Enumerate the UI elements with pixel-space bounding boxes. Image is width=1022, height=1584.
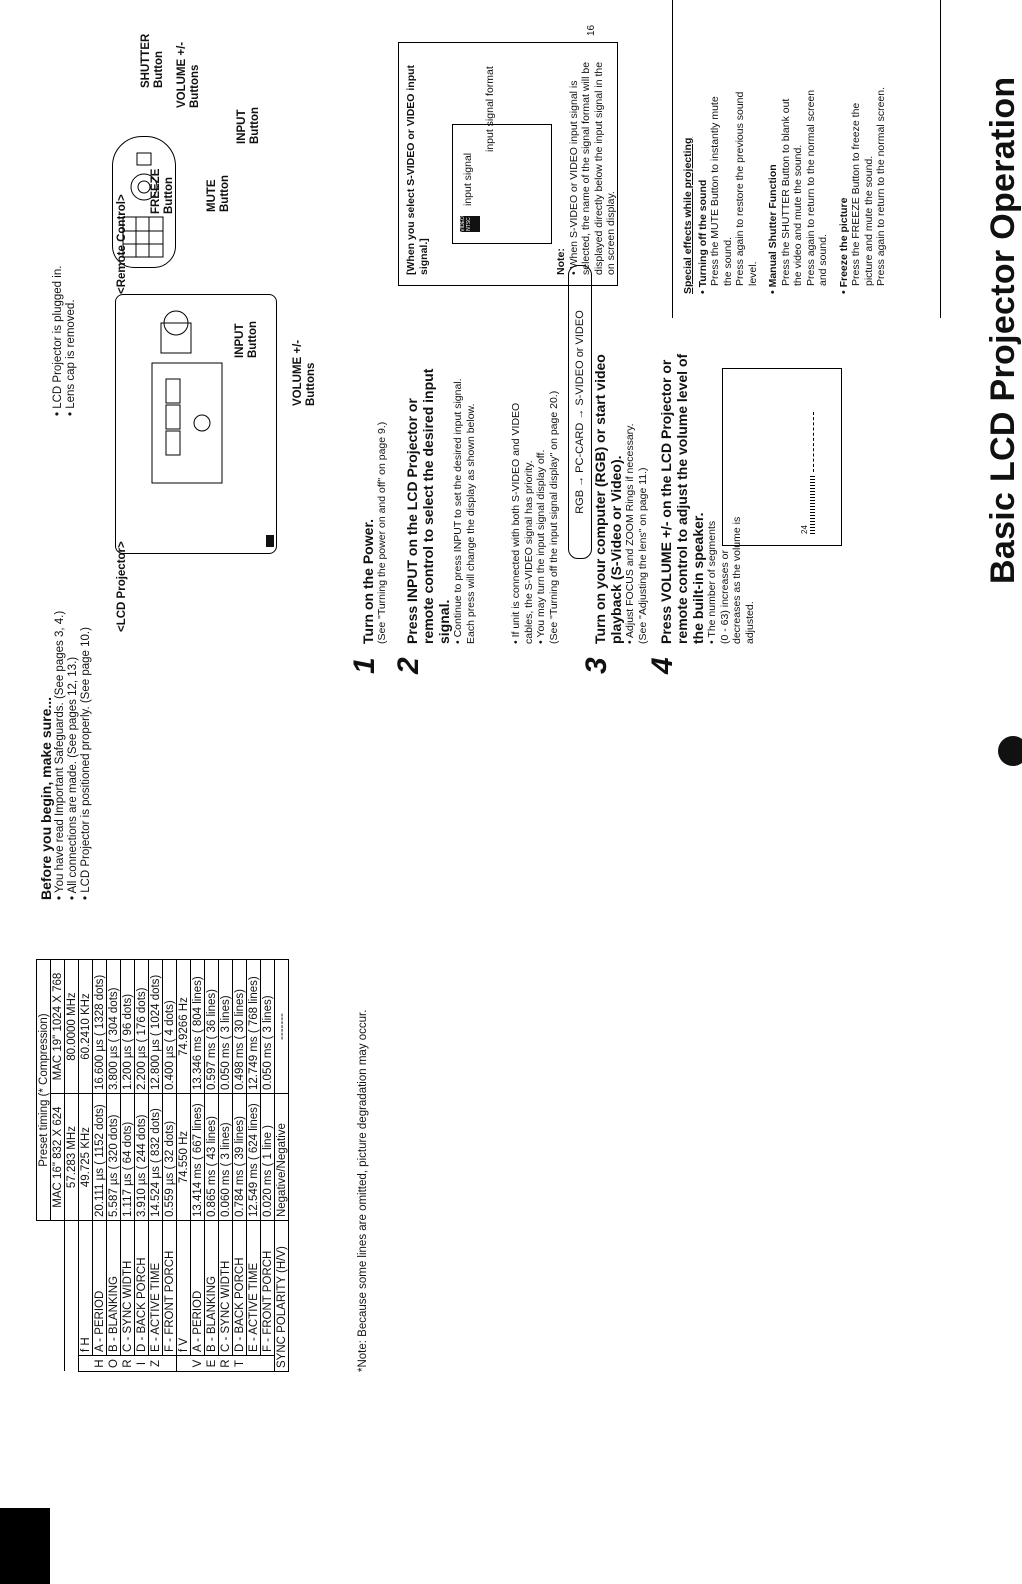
table-footnote: *Note: Because some lines are omitted, picture degradation may occur. (357, 1009, 369, 1372)
callout-label: Button (247, 320, 259, 358)
table-cell: 13.414 ms ( 667 lines) (191, 1094, 205, 1221)
section-divider (940, 0, 941, 318)
table-cell: 1.117 µs ( 64 dots) (121, 1094, 135, 1221)
step-body: Each press will change the display as shown below. (464, 403, 477, 644)
step-number: 1 (348, 657, 381, 674)
group-letter: O (107, 1356, 121, 1372)
page-corner-mark (998, 736, 1022, 766)
step-number: 3 (580, 657, 613, 674)
before-heading: Before you begin, make sure... (38, 696, 54, 900)
row-label: D - BACK PORCH (135, 1221, 149, 1356)
table-cell: 0.060 ms ( 3 lines) (219, 1094, 233, 1221)
table-cell: 13.346 ms ( 804 lines) (191, 960, 205, 1094)
row-label: B - BLANKING (107, 1221, 121, 1356)
step-heading: remote control to select the desired input (420, 368, 436, 644)
group-letter (177, 1356, 191, 1372)
callout-label: Button (249, 106, 261, 144)
row-label: F - FRONT PORCH (163, 1221, 177, 1356)
group-letter: R (121, 1356, 135, 1372)
callout-label: Buttons (189, 64, 201, 108)
before-item: • LCD Projector is positioned properly. (See page 10.) (80, 627, 92, 900)
volume-display-screen (722, 368, 842, 546)
table-row (261, 960, 275, 1372)
special-section-mute (697, 2, 760, 294)
group-letter (163, 1356, 177, 1372)
page-number: 16 (586, 24, 597, 36)
group-letter (247, 1356, 261, 1372)
projector-volume-callout (292, 340, 318, 406)
note-line: on screen display. (605, 191, 617, 275)
table-cell: 74.550 Hz (177, 1094, 191, 1221)
section-line: and sound. (817, 234, 829, 286)
callout-label: VOLUME +/- (176, 41, 188, 108)
group-letter (79, 1356, 93, 1372)
step-body: (See "Adjusting the lens" on page 11.) (636, 467, 649, 644)
table-row (135, 960, 149, 1372)
table-cell: 0.050 ms ( 3 lines) (219, 960, 233, 1094)
before-item: • You have read Important Safeguards. (See pages 3, 4.) (54, 610, 66, 900)
table-cell: ------- (275, 960, 289, 1094)
input-cycle-flow: RGB → PC-CARD → S-VIDEO or VIDEO (568, 265, 592, 559)
row-label: f H (79, 1221, 93, 1356)
table-row-frequency (65, 960, 79, 1372)
table-cell: 0.498 ms ( 30 lines) (233, 960, 247, 1094)
table-row (219, 960, 233, 1372)
table-cell: 12.549 ms ( 624 lines) (247, 1094, 261, 1221)
remote-label: <Remote Control> (116, 194, 128, 294)
table-cell: Negative/Negative (275, 1094, 289, 1221)
group-letter: I (135, 1356, 149, 1372)
step-heading: Turn on the Power. (360, 519, 376, 644)
step-body: adjusted. (743, 601, 756, 644)
table-cell: 14.524 µs ( 832 dots) (149, 1094, 163, 1221)
table-row (93, 960, 107, 1372)
step-body: (See "Turning the power on and off" on page 9.) (376, 421, 388, 644)
table-cell: 0.050 ms ( 3 lines) (261, 960, 275, 1094)
table-cell: 0.559 µs ( 32 dots) (163, 1094, 177, 1221)
table-row (205, 960, 219, 1372)
before-right-list (52, 196, 78, 416)
callout-label: Button (153, 50, 165, 88)
table-cell: 20.111 µs ( 1152 dots) (93, 1094, 107, 1221)
note-line: cables, the S-VIDEO signal has priority. (522, 460, 535, 644)
callout-label: INPUT (236, 109, 248, 144)
note-line: • If unit is connected with both S-VIDEO and VIDEO (510, 402, 522, 644)
column-header-mac16: MAC 16" 832 X 624 (51, 1094, 65, 1221)
input-signal-badge: VIDEO NTSC (460, 216, 480, 232)
group-letter: V (191, 1356, 205, 1372)
table-cell: 57.283 MHz (65, 1094, 79, 1221)
table-cell: 1.200 µs ( 96 dots) (121, 960, 135, 1094)
special-heading: Special effects while projecting (682, 137, 694, 294)
step-number: 2 (392, 657, 425, 674)
table-header: Preset timing (* Compression) (37, 960, 51, 1221)
volume-level-readout: 24 (800, 525, 809, 534)
input-signal-callout: input signal (462, 152, 474, 206)
group-letter: H (93, 1356, 107, 1372)
section-line: Press again to return to the normal screen. (875, 86, 887, 286)
projector-label: <LCD Projector> (116, 541, 128, 632)
row-label: SYNC POLARITY (H/V) (275, 1221, 289, 1372)
section-line: level. (746, 261, 759, 286)
group-letter (261, 1356, 275, 1372)
step-heading: Turn on your computer (RGB) or start video (592, 354, 608, 644)
section-line: Press again to return to the normal screen (804, 89, 817, 286)
special-section-freeze (838, 2, 888, 294)
callout-label: Button (163, 176, 175, 214)
table-cell: 3.910 µs ( 244 dots) (135, 1094, 149, 1221)
table-row-sync (275, 960, 289, 1372)
group-letter: Z (149, 1356, 163, 1372)
table-row-fv (177, 960, 191, 1372)
before-item: • Lens cap is removed. (65, 299, 77, 416)
table-row (107, 960, 121, 1372)
table-cell: 2.200 µs ( 176 dots) (135, 960, 149, 1094)
note-heading: Note: (555, 248, 567, 275)
table-row (121, 960, 135, 1372)
step-heading: the built-in speaker. (690, 512, 706, 644)
step-heading: remote control to adjust the volume level of (674, 353, 690, 644)
note-line: • You may turn the input signal display off. (535, 449, 547, 644)
before-you-begin (38, 480, 93, 900)
table-cell: 0.597 ms ( 36 lines) (205, 960, 219, 1094)
remote-shutter-callout (140, 34, 166, 88)
projector-input-callout (234, 321, 260, 358)
box-title-line: [When you select S-VIDEO or VIDEO input (405, 64, 417, 275)
table-columns-row (51, 960, 65, 1372)
note-line: (See "Turning off the input signal display" on page 20.) (547, 390, 560, 644)
callout-label: Buttons (305, 362, 317, 406)
edge-tab-mark (0, 1508, 50, 1584)
preset-timing-table (36, 959, 289, 1372)
section-line: the video and mute the sound. (792, 144, 804, 286)
row-label: C - SYNC WIDTH (219, 1221, 233, 1356)
before-item: • LCD Projector is plugged in. (52, 265, 64, 416)
note-line: displayed directly below the input signal in the (592, 61, 605, 275)
step-body: (0 - 63) increases or (718, 550, 731, 644)
table-cell: 0.400 µs ( 4 dots) (163, 960, 177, 1094)
table-cell: 80.0000 MHz (65, 960, 79, 1094)
table-row (191, 960, 205, 1372)
table-cell: 3.800 µs ( 304 dots) (107, 960, 121, 1094)
callout-label: SHUTTER (140, 33, 152, 88)
svideo-box-title (405, 65, 430, 275)
step-heading: Press INPUT on the LCD Projector or (404, 398, 420, 644)
step-body: • The number of segments (706, 520, 718, 644)
group-letter: T (233, 1356, 247, 1372)
remote-mute-callout (206, 175, 232, 212)
step-body: • Adjust FOCUS and ZOOM Rings if necessary. (624, 423, 636, 644)
section-line: Press the MUTE Button to instantly mute (709, 96, 721, 286)
page-title: Basic LCD Projector Operation (984, 76, 1022, 584)
row-label: A - PERIOD (93, 1221, 107, 1356)
note-line: • When S-VIDEO or VIDEO input signal is (567, 80, 580, 275)
remote-volume-callout (176, 42, 202, 108)
column-header-mac19: MAC 19" 1024 X 768 (51, 960, 65, 1094)
input-format-callout: input signal format (484, 66, 496, 152)
group-letter: R (219, 1356, 233, 1372)
special-section-shutter (767, 2, 830, 294)
section-line: picture and mute the sound. (862, 155, 875, 286)
row-label: A - PERIOD (191, 1221, 205, 1356)
table-row (163, 960, 177, 1372)
step-heading: signal. (436, 599, 452, 644)
section-divider (672, 0, 673, 318)
volume-track-line (813, 412, 814, 472)
table-cell: 49.725 KHz (79, 1094, 93, 1221)
section-heading: • Turning off the sound (696, 179, 709, 294)
step-heading: playback (S-Video or Video). (608, 455, 624, 644)
volume-segment-bar (810, 474, 815, 534)
svideo-note (555, 51, 618, 275)
group-letter: E (205, 1356, 219, 1372)
table-cell: 5.587 µs ( 320 dots) (107, 1094, 121, 1221)
table-cell: 60.2410 KHz (79, 960, 93, 1094)
note-line: selected, the name of the signal format will be (580, 61, 592, 275)
row-label: F - FRONT PORCH (261, 1221, 275, 1356)
callout-label: MUTE (206, 179, 218, 212)
step-body: • Continue to press INPUT to set the desired input signal. (452, 378, 464, 644)
table-header-row (37, 960, 51, 1372)
row-label: B - BLANKING (205, 1221, 219, 1356)
table-cell: 12.749 ms ( 768 lines) (247, 960, 261, 1094)
callout-label: VOLUME +/- (292, 339, 304, 406)
table-cell: 0.020 ms ( 1 line ) (261, 1094, 275, 1221)
priority-notes (510, 264, 560, 644)
table-row (233, 960, 247, 1372)
table-row (149, 960, 163, 1372)
section-line: Press the FREEZE Button to freeze the (850, 102, 862, 286)
section-line: the sound. (721, 236, 734, 286)
section-line: Press the SHUTTER Button to blank out (779, 98, 792, 286)
table-row (247, 960, 261, 1372)
before-item: • All connections are made. (See pages 12, 13.) (67, 656, 79, 900)
callout-label: FREEZE (150, 168, 162, 214)
section-line: Press again to restore the previous sound (734, 91, 746, 286)
row-label: f V (177, 1221, 191, 1356)
table-cell: 0.865 ms ( 43 lines) (205, 1094, 219, 1221)
special-effects (682, 2, 888, 294)
step-body: decreases as the volume is (731, 516, 743, 644)
box-title-line: signal.] (417, 238, 430, 275)
table-cell: 16.600 µs ( 1328 dots) (93, 960, 107, 1094)
remote-input-callout (236, 107, 262, 144)
row-label: C - SYNC WIDTH (121, 1221, 135, 1356)
remote-freeze-callout (150, 169, 176, 214)
step-heading: Press VOLUME +/- on the LCD Projector or (658, 359, 674, 644)
section-heading: • Manual Shutter Function (767, 164, 779, 294)
table-cell: 74.9266 Hz (177, 960, 191, 1094)
callout-label: INPUT (234, 323, 246, 358)
section-heading: • Freeze the picture (837, 197, 850, 294)
step-number: 4 (646, 657, 679, 674)
row-label: D - BACK PORCH (233, 1221, 247, 1356)
table-row-fh (79, 960, 93, 1372)
row-label: E - ACTIVE TIME (149, 1221, 163, 1356)
table-cell: 0.784 ms ( 39 lines) (233, 1094, 247, 1221)
row-label: E - ACTIVE TIME (247, 1221, 261, 1356)
table-cell: 12.800 µs ( 1024 dots) (149, 960, 163, 1094)
callout-label: Button (219, 174, 231, 212)
